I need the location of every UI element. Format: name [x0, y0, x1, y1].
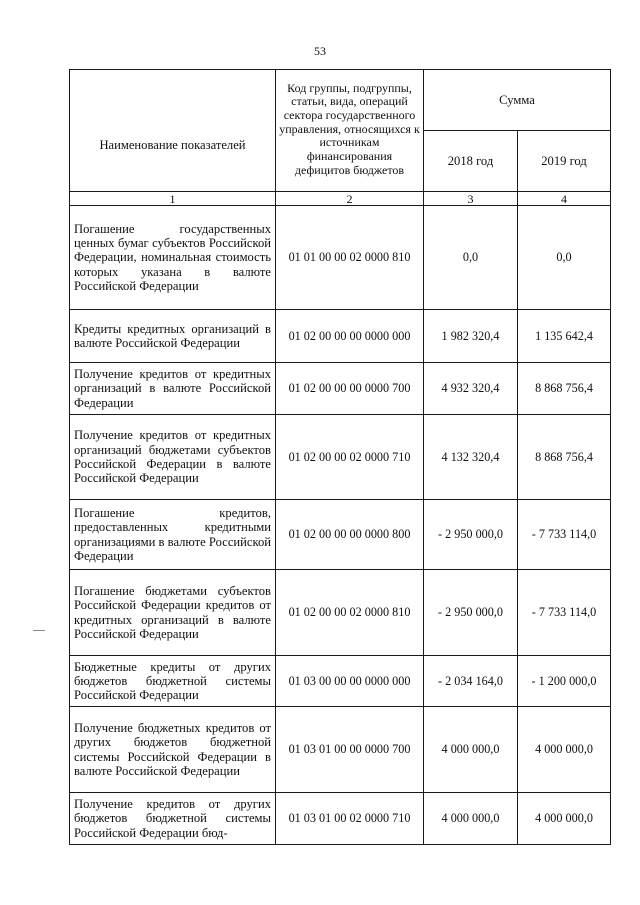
header-code-label: Код группы, подгруппы, статьи, вида, операций сектора государственного управления, относящихся к источникам финансирования дефицитов бюджетов [279, 80, 420, 177]
row-code: 01 02 00 00 02 0000 810 [276, 570, 424, 656]
table-row [70, 707, 611, 793]
row-value-2018: - 2 950 000,0 [424, 500, 518, 570]
column-number: 3 [424, 192, 518, 206]
row-value-2018: 4 000 000,0 [424, 793, 518, 845]
row-value-2018: 0,0 [424, 206, 518, 310]
row-value-2018: 4 932 320,4 [424, 363, 518, 415]
row-name: Получение кредитов от других бюджетов бюджетной системы Российской Федерации бюд- [70, 793, 276, 845]
row-code: 01 02 00 00 02 0000 710 [276, 415, 424, 500]
table-row [70, 415, 611, 500]
row-value-2019: 4 000 000,0 [518, 707, 611, 793]
column-number: 1 [70, 192, 276, 206]
row-value-2019: - 7 733 114,0 [518, 500, 611, 570]
header-name-cell [70, 70, 276, 192]
table-header-row [70, 70, 611, 131]
column-numbers-row [70, 192, 611, 206]
row-value-2019: 1 135 642,4 [518, 310, 611, 363]
table-row [70, 363, 611, 415]
row-name: Кредиты кредитных организаций в валюте Российской Федерации [70, 310, 276, 363]
row-value-2019: 4 000 000,0 [518, 793, 611, 845]
row-value-2019: 0,0 [518, 206, 611, 310]
row-name: Бюджетные кредиты от других бюджетов бюджетной системы Российской Федерации [70, 656, 276, 707]
column-number: 4 [518, 192, 611, 206]
row-name: Получение бюджетных кредитов от других бюджетов бюджетной системы Российской Федерации в валюте Российской Федерации [70, 707, 276, 793]
row-value-2018: 4 000 000,0 [424, 707, 518, 793]
row-value-2018: - 2 034 164,0 [424, 656, 518, 707]
margin-mark [33, 630, 45, 631]
header-sum-cell [424, 70, 611, 131]
table-row [70, 310, 611, 363]
page-number: 53 [314, 44, 326, 58]
row-code: 01 03 00 00 00 0000 000 [276, 656, 424, 707]
row-value-2019: - 1 200 000,0 [518, 656, 611, 707]
row-value-2018: - 2 950 000,0 [424, 570, 518, 656]
row-code: 01 01 00 00 02 0000 810 [276, 206, 424, 310]
row-code: 01 02 00 00 00 0000 700 [276, 363, 424, 415]
row-value-2018: 1 982 320,4 [424, 310, 518, 363]
row-name: Погашение государственных ценных бумаг субъектов Российской Федерации, номинальная стоимость которых указана в валюте Российской Федерации [70, 206, 276, 310]
table-row [70, 500, 611, 570]
row-code: 01 02 00 00 00 0000 800 [276, 500, 424, 570]
table-row [70, 570, 611, 656]
table-row [70, 793, 611, 845]
row-code: 01 03 01 00 02 0000 710 [276, 793, 424, 845]
row-name: Получение кредитов от кредитных организаций бюджетами субъектов Российской Федерации в валюте Российской Федерации [70, 415, 276, 500]
row-name: Получение кредитов от кредитных организаций в валюте Российской Федерации [70, 363, 276, 415]
row-value-2019: 8 868 756,4 [518, 363, 611, 415]
header-name-label: Наименование показателей [99, 138, 246, 152]
row-value-2018: 4 132 320,4 [424, 415, 518, 500]
header-year-2018: 2018 год [424, 131, 518, 192]
header-year-2019: 2019 год [518, 131, 611, 192]
row-value-2019: - 7 733 114,0 [518, 570, 611, 656]
table-row [70, 656, 611, 707]
budget-sources-table [69, 69, 611, 845]
row-name: Погашение бюджетами субъектов Российской Федерации кредитов от кредитных организаций в валюте Российской Федерации [70, 570, 276, 656]
header-sum-label: Сумма [499, 92, 535, 107]
header-code-cell [276, 70, 424, 192]
row-value-2019: 8 868 756,4 [518, 415, 611, 500]
row-code: 01 03 01 00 00 0000 700 [276, 707, 424, 793]
row-code: 01 02 00 00 00 0000 000 [276, 310, 424, 363]
column-number: 2 [276, 192, 424, 206]
row-name: Погашение кредитов, предоставленных кредитными организациями в валюте Российской Федерации [70, 500, 276, 570]
table-row [70, 206, 611, 310]
